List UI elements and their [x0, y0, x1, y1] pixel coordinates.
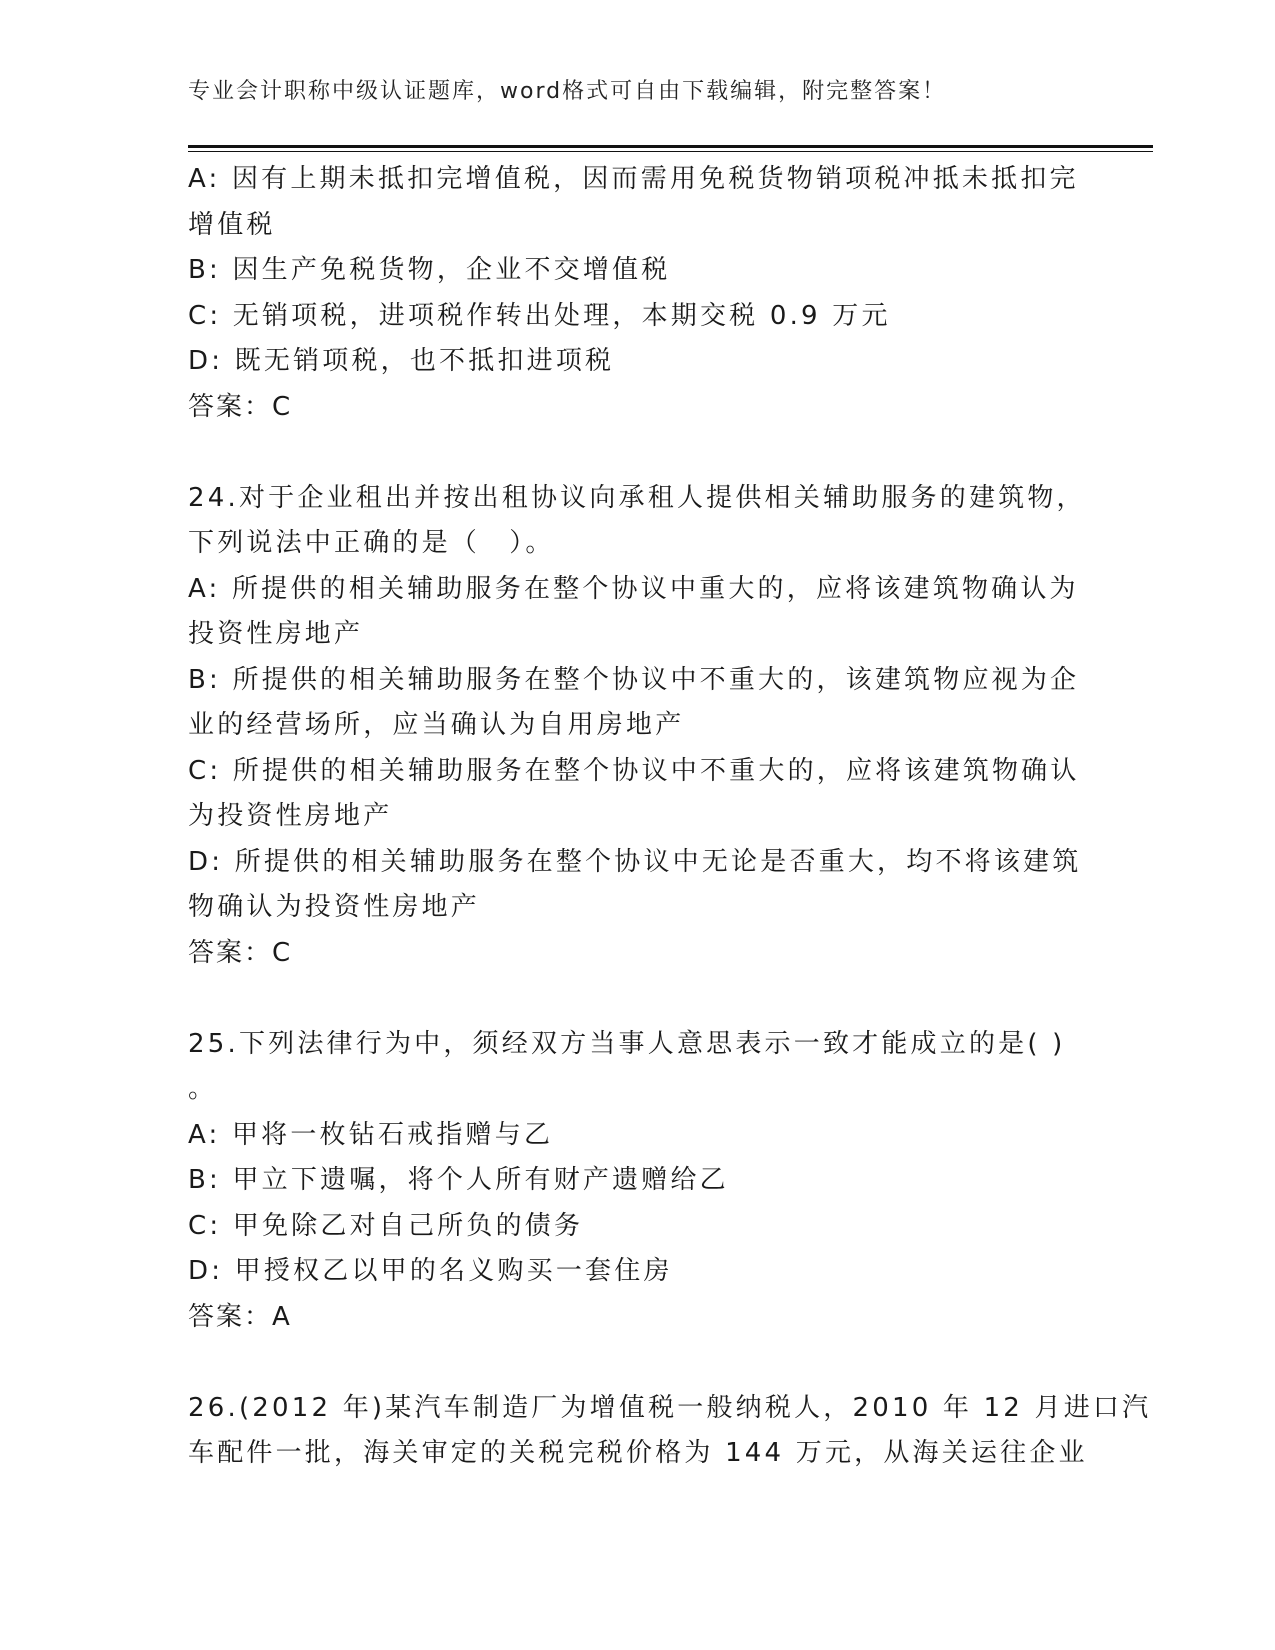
q25-option-d: D: 甲授权乙以甲的名义购买一套住房 — [188, 1256, 673, 1286]
question-content — [188, 157, 1152, 1477]
q25-answer: 答案：A — [188, 1301, 292, 1332]
q26-stem-line2: 车配件一批，海关审定的关税完税价格为 144 万元，从海关运往企业 — [188, 1438, 1088, 1468]
q25-stem-line2: 。 — [188, 1074, 218, 1104]
q24-option-d-line1: D: 所提供的相关辅助服务在整个协议中无论是否重大，均不将该建筑 — [188, 846, 1082, 877]
q23-option-a-line1: A: 因有上期未抵扣完增值税，因而需用免税货物销项税冲抵未抵扣完 — [188, 164, 1079, 194]
q25-option-a: A: 甲将一枚钻石戒指赠与乙 — [188, 1119, 554, 1150]
q26-stem-line1: 26.(2012 年)某汽车制造厂为增值税一般纳税人，2010 年 12 月进口汽 — [188, 1392, 1152, 1423]
spacer — [188, 430, 1068, 476]
q24-option-b-line1: B: 所提供的相关辅助服务在整个协议中不重大的，该建筑物应视为企 — [188, 664, 1080, 695]
q23-answer: 答案：C — [188, 391, 293, 422]
spacer — [188, 976, 1068, 1022]
q24-option-d-line2: 物确认为投资性房地产 — [188, 892, 481, 922]
q23-option-a-line2: 增值税 — [188, 209, 276, 240]
q24-stem-line1: 24.对于企业租出并按出租协议向承租人提供相关辅助服务的建筑物， — [188, 482, 1086, 513]
header-divider-thin — [188, 151, 1153, 152]
spacer — [188, 1340, 1068, 1386]
q24-option-c-line1: C: 所提供的相关辅助服务在整个协议中不重大的，应将该建筑物确认 — [188, 755, 1080, 786]
q25-option-b: B: 甲立下遗嘱，将个人所有财产遗赠给乙 — [188, 1165, 729, 1195]
q24-answer: 答案：C — [188, 937, 293, 968]
q24-option-b-line2: 业的经营场所，应当确认为自用房地产 — [188, 710, 685, 740]
q24-option-c-line2: 为投资性房地产 — [188, 801, 393, 831]
page-header: 专业会计职称中级认证题库，word格式可自由下载编辑，附完整答案！ — [188, 79, 947, 104]
q24-stem-line2: 下列说法中正确的是（ ）。 — [188, 528, 555, 558]
q23-option-d: D: 既无销项税，也不抵扣进项税 — [188, 346, 615, 376]
q23-option-b: B: 因生产免税货物，企业不交增值税 — [188, 255, 671, 285]
q24-option-a-line1: A: 所提供的相关辅助服务在整个协议中重大的，应将该建筑物确认为 — [188, 573, 1079, 604]
header-divider-thick — [188, 145, 1153, 148]
q25-stem-line1: 25.下列法律行为中，须经双方当事人意思表示一致才能成立的是( ) — [188, 1028, 1066, 1059]
q25-option-c: C: 甲免除乙对自己所负的债务 — [188, 1210, 584, 1241]
q23-option-c: C: 无销项税，进项税作转出处理，本期交税 0.9 万元 — [188, 300, 891, 331]
q24-option-a-line2: 投资性房地产 — [188, 619, 364, 649]
